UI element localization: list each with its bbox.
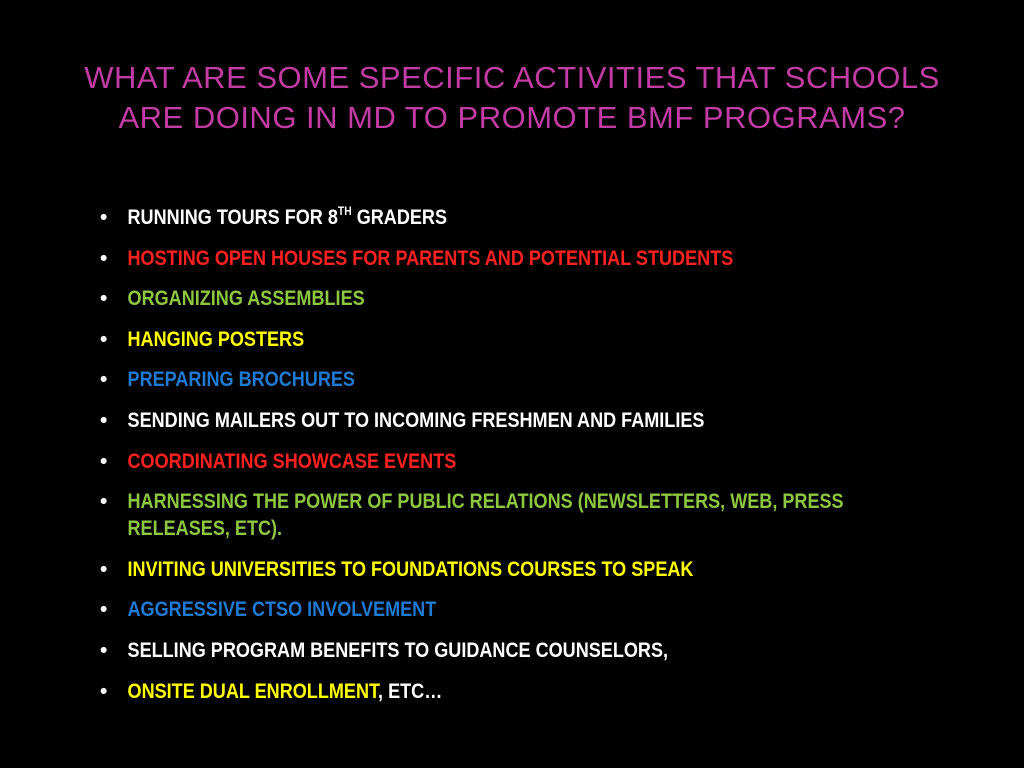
bullet-item (100, 596, 927, 623)
bullet-dot-icon: • (100, 368, 108, 392)
bullet-dot-icon: • (100, 246, 108, 270)
bullet-item (100, 407, 927, 434)
bullet-list (100, 204, 980, 718)
bullet-text: ONSITE DUAL ENROLLMENT (127, 679, 379, 703)
bullet-dot-icon: • (100, 449, 108, 473)
bullet-dot-icon: • (100, 287, 108, 311)
bullet-superscript: TH (337, 204, 352, 218)
bullet-dot-icon: • (100, 206, 108, 229)
bullet-dot-icon: • (100, 598, 108, 622)
bullet-item (100, 488, 927, 542)
bullet-dot-icon: • (100, 490, 108, 514)
bullet-dot-icon: • (100, 557, 108, 581)
bullet-item (100, 678, 927, 705)
bullet-item (100, 448, 927, 475)
bullet-item (100, 326, 927, 353)
bullet-dot-icon: • (100, 327, 108, 351)
bullet-item (100, 285, 927, 312)
bullet-text: AGGRESSIVE CTSO INVOLVEMENT (127, 598, 437, 622)
bullet-text: ORGANIZING ASSEMBLIES (127, 287, 365, 311)
bullet-text: INVITING UNIVERSITIES TO FOUNDATIONS COURSES TO SPEAK (127, 557, 694, 581)
bullet-item (100, 556, 927, 583)
bullet-text: RUNNING TOURS FOR 8 (127, 206, 338, 229)
bullet-text: HARNESSING THE POWER OF PUBLIC RELATIONS (NEWSLETTERS, WEB, PRESS RELEASES, ETC). (127, 490, 844, 541)
slide-title: WHAT ARE SOME SPECIFIC ACTIVITIES THAT SCHOOLS ARE DOING IN MD TO PROMOTE BMF PROGRAMS? (84, 60, 940, 135)
bullet-text: HANGING POSTERS (127, 327, 305, 351)
bullet-text: SENDING MAILERS OUT TO INCOMING FRESHMEN AND FAMILIES (127, 408, 705, 432)
bullet-text: PREPARING BROCHURES (127, 368, 355, 392)
bullet-text: COORDINATING SHOWCASE EVENTS (127, 449, 457, 473)
bullet-item (100, 366, 927, 393)
bullet-dot-icon: • (100, 679, 108, 703)
bullet-dot-icon: • (100, 408, 108, 432)
bullet-text-suffix: GRADERS (351, 206, 448, 229)
bullet-text-suffix: , ETC… (378, 679, 443, 703)
bullet-text: SELLING PROGRAM BENEFITS TO GUIDANCE COUNSELORS, (127, 638, 669, 662)
bullet-text: HOSTING OPEN HOUSES FOR PARENTS AND POTENTIAL STUDENTS (127, 246, 734, 270)
bullet-dot-icon: • (100, 638, 108, 662)
bullet-item (100, 245, 927, 272)
bullet-item (100, 204, 927, 231)
bullet-item (100, 637, 927, 664)
